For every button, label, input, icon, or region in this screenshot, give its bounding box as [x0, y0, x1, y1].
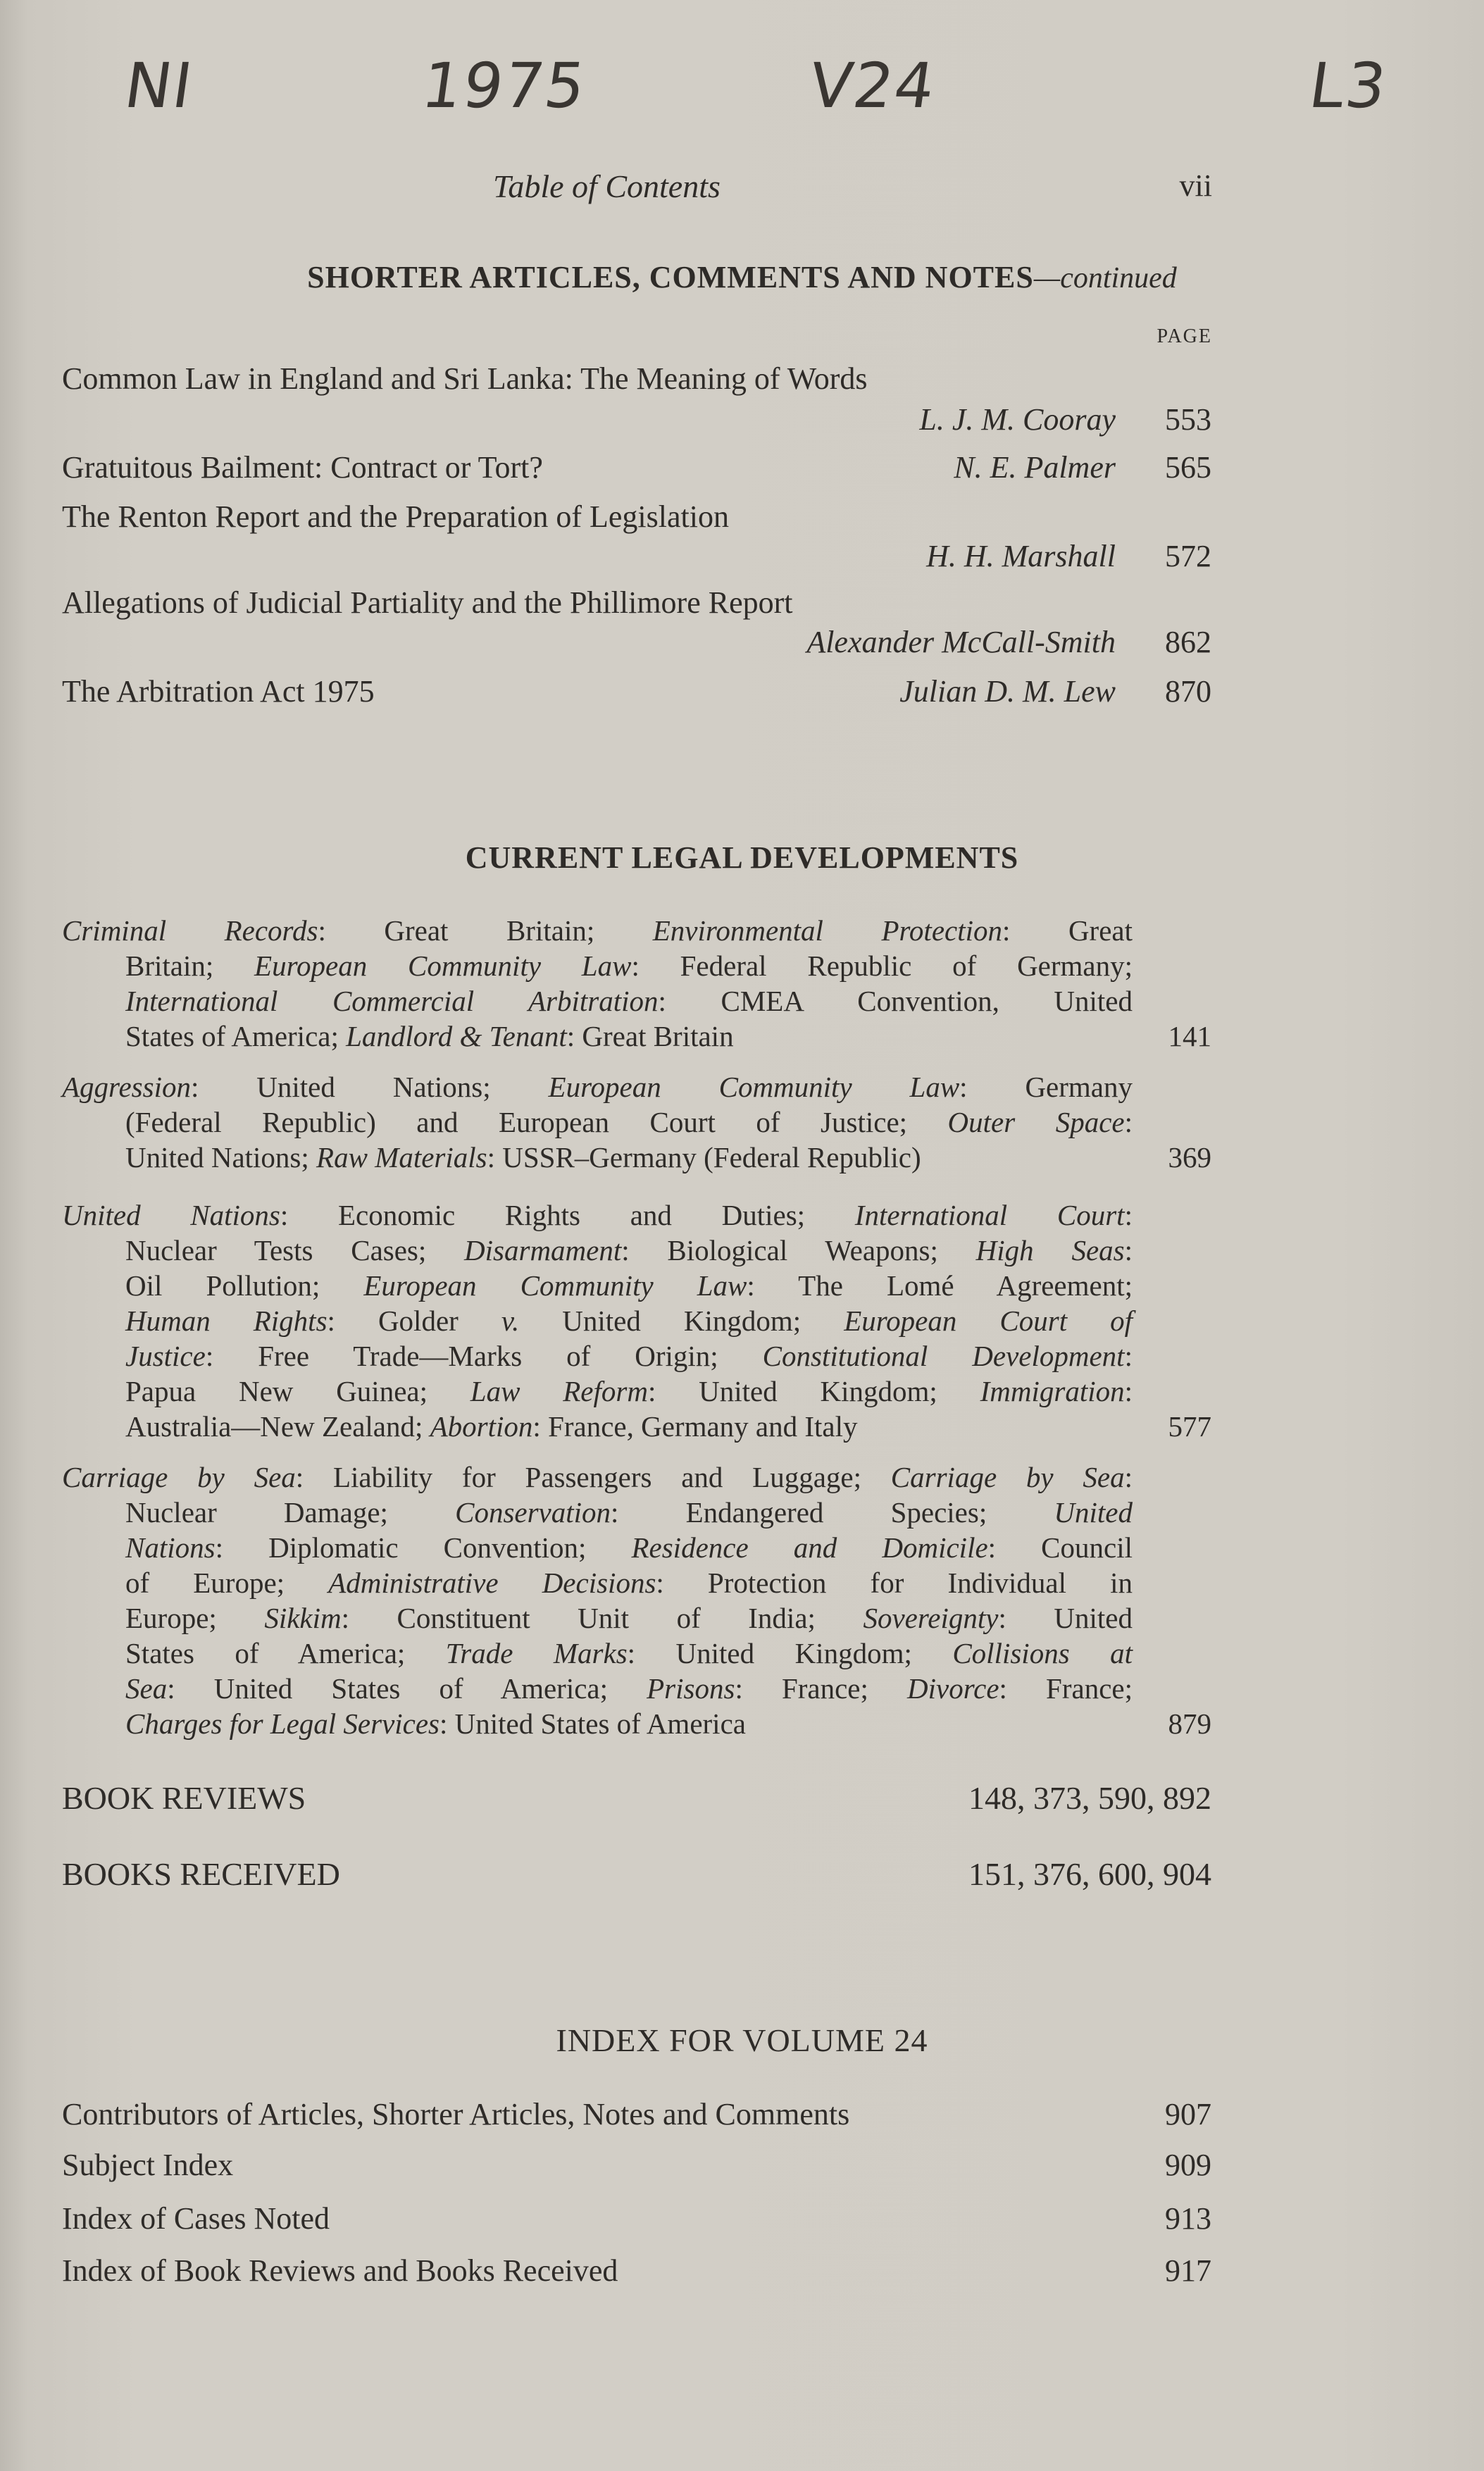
toc-entry	[62, 449, 1211, 492]
developments-group	[62, 1459, 1211, 1748]
index-entry-page: 913	[1165, 2201, 1211, 2236]
entry-author: Julian D. M. Lew	[899, 674, 1116, 709]
handwritten-note-l3: L3	[1304, 49, 1392, 122]
running-head-page-number: vii	[1179, 168, 1212, 203]
developments-page: 141	[1168, 1020, 1211, 1052]
index-entry-label: Contributors of Articles, Shorter Articles, Notes and Comments	[62, 2097, 850, 2131]
index-entry-label: Subject Index	[62, 2148, 234, 2182]
entry-author: L. J. M. Cooray	[919, 402, 1116, 437]
entry-page: 565	[1165, 450, 1211, 485]
section-heading-shorter-articles	[0, 259, 1484, 295]
index-entry	[62, 2147, 1211, 2189]
books-received-label: BOOKS RECEIVED	[62, 1856, 340, 1892]
developments-group	[62, 913, 1211, 1061]
developments-group	[62, 1069, 1211, 1182]
toc-entry	[62, 361, 1211, 438]
developments-group-text: Aggression: United Nations; European Community Law: Germany (Federal Republic) and European Court of Justice; Outer Space: United Nations; Raw Materials: USSR–Germany (Federal Republic)	[62, 1071, 1133, 1174]
index-entry-page: 909	[1165, 2148, 1211, 2182]
index-entry-label: Index of Cases Noted	[62, 2201, 330, 2236]
developments-page: 369	[1168, 1141, 1211, 1174]
entry-title: Gratuitous Bailment: Contract or Tort?	[62, 450, 543, 485]
entry-page: 862	[1165, 625, 1211, 659]
entry-author: H. H. Marshall	[926, 539, 1116, 573]
handwritten-note-year: 1975	[417, 49, 592, 122]
handwritten-note-volume: V24	[804, 49, 941, 122]
entry-author: N. E. Palmer	[954, 450, 1116, 485]
entry-title: Common Law in England and Sri Lanka: The Meaning of Words	[62, 361, 868, 396]
index-entry-page: 917	[1165, 2253, 1211, 2288]
index-entry-page: 907	[1165, 2097, 1211, 2131]
books-received-row	[62, 1855, 1211, 1898]
section-heading-legal-developments: CURRENT LEGAL DEVELOPMENTS	[465, 840, 1019, 875]
handwritten-note-ni: NI	[120, 49, 199, 122]
entry-author: Alexander McCall-Smith	[806, 625, 1116, 659]
index-entry	[62, 2253, 1211, 2295]
developments-group-text: Criminal Records: Great Britain; Environmental Protection: Great Britain; European Community Law: Federal Republic of Germany; International Commercial Arbitration: CMEA Convention, United States of America; Landlord & Tenant: Great Britain	[62, 914, 1133, 1052]
developments-group	[62, 1197, 1211, 1451]
index-entry	[62, 2096, 1211, 2139]
book-reviews-pages: 148, 373, 590, 892	[968, 1780, 1211, 1816]
developments-page: 577	[1168, 1410, 1211, 1443]
page-column-label: PAGE	[1156, 325, 1212, 347]
toc-entry	[62, 499, 1211, 576]
entry-page: 870	[1165, 674, 1211, 709]
book-reviews-row	[62, 1779, 1211, 1822]
entry-page: 572	[1165, 539, 1211, 573]
entry-title: The Renton Report and the Preparation of Legislation	[62, 499, 729, 534]
developments-group-text: United Nations: Economic Rights and Duties; International Court: Nuclear Tests Cases; Disarmament: Biological Weapons; High Seas: Oil Pollution; European Community Law: The Lomé Agreement; Human Rights: Golder v. United Kingdom; European Court of Justice: Free Trade—Marks of Origin; Constitutional Development: Papua New Guinea; Law Reform: United Kingdom; Immigration: Australia—New Zealand; Abortion: France, Germany and Italy	[62, 1199, 1133, 1443]
section-heading-text: SHORTER ARTICLES, COMMENTS AND NOTES	[307, 260, 1034, 294]
section-heading-index: INDEX FOR VOLUME 24	[556, 2022, 928, 2058]
entry-page: 553	[1165, 402, 1211, 437]
developments-page: 879	[1168, 1707, 1211, 1740]
entry-title: The Arbitration Act 1975	[62, 674, 375, 709]
running-head-title: Table of Contents	[493, 168, 721, 204]
toc-entry	[62, 585, 1211, 662]
running-head	[0, 168, 1484, 210]
continued-label: —continued	[1033, 262, 1177, 294]
books-received-pages: 151, 376, 600, 904	[968, 1856, 1211, 1892]
developments-group-text: Carriage by Sea: Liability for Passengers and Luggage; Carriage by Sea: Nuclear Damage; Conservation: Endangered Species; United Nations: Diplomatic Convention; Residence and Domicile: Council of Europe; Administrative Decisions: Protection for Individual in Europe; Sikkim: Constituent Unit of India; Sovereignty: United States of America; Trade Marks: United Kingdom; Collisions at Sea: United States of America; Prisons: France; Divorce: France; Charges for Legal Services: United States of America	[62, 1461, 1133, 1740]
toc-entry	[62, 673, 1211, 716]
book-reviews-label: BOOK REVIEWS	[62, 1780, 306, 1816]
entry-title: Allegations of Judicial Partiality and the Phillimore Report	[62, 585, 793, 620]
index-entry-label: Index of Book Reviews and Books Received	[62, 2253, 618, 2288]
index-entry	[62, 2201, 1211, 2243]
